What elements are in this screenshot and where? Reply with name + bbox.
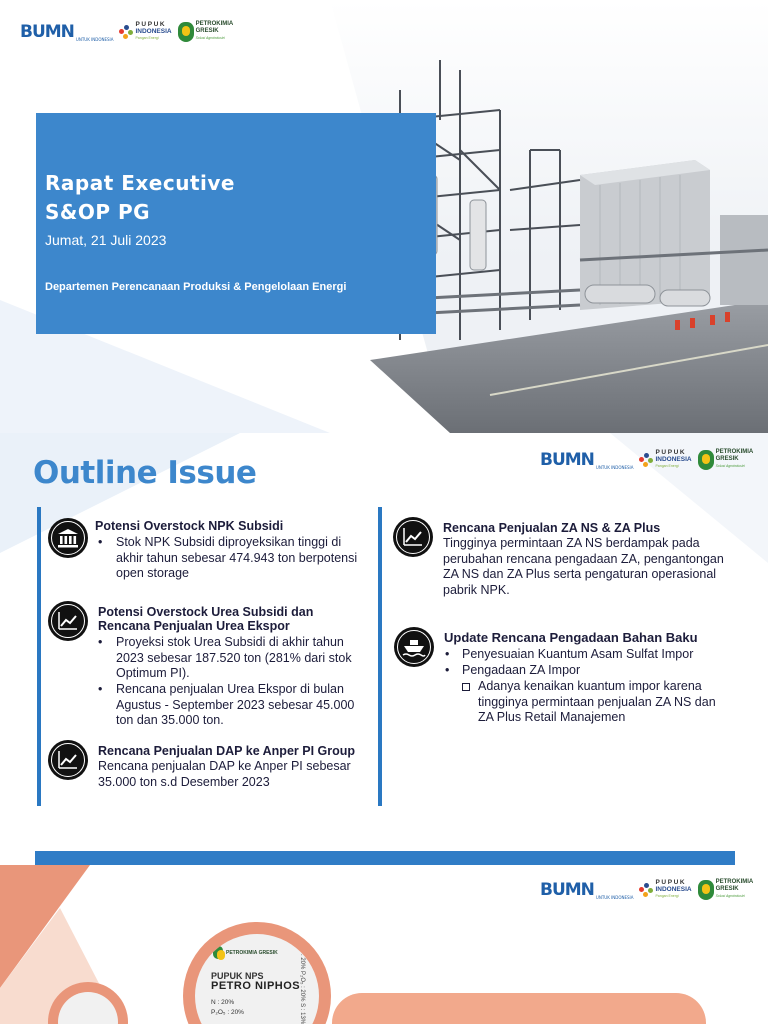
outline-slide bbox=[0, 433, 768, 838]
pupuk-logo-tag: Pangan Energi bbox=[135, 36, 159, 40]
bag-product-label: PUPUK NPS bbox=[211, 971, 264, 981]
issue-urea-title-line1: Potensi Overstock Urea Subsidi dan bbox=[98, 605, 314, 619]
bumn-logo-text: BUMN bbox=[540, 449, 594, 470]
pg-logo-name-2: GRESIK bbox=[195, 28, 219, 34]
bumn-logo-tag: UNTUK INDONESIA bbox=[595, 464, 634, 470]
product-bag-image bbox=[195, 934, 319, 1024]
checkbox-square-icon bbox=[462, 683, 470, 691]
pupuk-indonesia-logo bbox=[639, 449, 691, 470]
petrokimia-gresik-logo bbox=[698, 449, 754, 470]
cover-slide bbox=[0, 0, 768, 433]
cover-title-box bbox=[36, 113, 436, 334]
outline-logos bbox=[540, 449, 753, 470]
pupuk-logo-tag: Pangan Energi bbox=[655, 894, 679, 898]
pupuk-logo-top: PUPUK bbox=[655, 879, 687, 886]
pg-logo-name-1: PETROKIMIA bbox=[195, 21, 234, 27]
trend-chart-icon bbox=[48, 740, 88, 780]
issue-urea-title bbox=[98, 605, 313, 633]
pupuk-logo-bottom: INDONESIA bbox=[655, 456, 692, 463]
pupuk-indonesia-logo bbox=[639, 879, 691, 900]
pupuk-dots-icon bbox=[639, 883, 653, 897]
product-slide-header-bar bbox=[35, 851, 735, 865]
pupuk-logo-tag: Pangan Energi bbox=[655, 464, 679, 468]
pupuk-logo-top: PUPUK bbox=[135, 21, 167, 28]
pupuk-dots-icon bbox=[119, 25, 133, 39]
issue-bahan-baku-bullet-2: • Pengadaan ZA Impor bbox=[445, 663, 735, 679]
petrokimia-emblem-icon bbox=[698, 880, 714, 900]
bumn-logo bbox=[540, 880, 633, 900]
outline-title: Outline Issue bbox=[33, 455, 257, 491]
issue-bahan-baku-sub-bullet bbox=[462, 679, 732, 726]
issue-dap-text: Rencana penjualan DAP ke Anper PI sebesar 35.000 ton s.d Desember 2023 bbox=[98, 759, 351, 789]
issue-npk-bullet-text: Stok NPK Subsidi diproyeksikan tinggi di akhir tahun sebesar 474.943 ton berpotensi open storage bbox=[116, 535, 358, 580]
issue-bahan-baku-bullet-1: • Penyesuaian Kuantum Asam Sulfat Impor bbox=[445, 647, 735, 663]
pg-logo-tag: Solusi Agroindustri bbox=[715, 464, 745, 468]
petrokimia-gresik-logo bbox=[178, 21, 234, 42]
issue-urea-bullet-1-text: Proyeksi stok Urea Subsidi di akhir tahun 2023 sebesar 187.520 ton (281% dari stok Optimum PI). bbox=[116, 635, 352, 680]
pg-logo-name-1: PETROKIMIA bbox=[715, 449, 754, 455]
pg-logo-name-2: GRESIK bbox=[715, 886, 739, 892]
petrokimia-emblem-icon bbox=[178, 22, 194, 42]
cover-title-line1: Rapat Executive bbox=[45, 171, 235, 195]
issue-urea-title-line2: Rencana Penjualan Urea Ekspor bbox=[98, 619, 290, 633]
cover-department: Departemen Perencanaan Produksi & Pengelolaan Energi bbox=[45, 281, 347, 293]
issue-npk-title: Potensi Overstock NPK Subsidi bbox=[95, 519, 284, 533]
issue-npk-bullet: • Stok NPK Subsidi diproyeksikan tinggi di akhir tahun sebesar 474.943 ton berpotensi open storage bbox=[98, 535, 368, 582]
ship-icon bbox=[394, 627, 434, 667]
product-logos bbox=[540, 879, 753, 900]
bank-icon bbox=[48, 518, 88, 558]
bumn-logo-text: BUMN bbox=[20, 21, 74, 42]
issue-urea-bullet-2-text: Rencana penjualan Urea Ekspor di bulan Agustus - September 2023 sebesar 45.000 ton dan 35.000 ton. bbox=[116, 682, 355, 727]
bag-composition-n: N : 20% bbox=[211, 999, 235, 1006]
product-info-pill bbox=[332, 993, 706, 1024]
right-column-divider bbox=[378, 507, 382, 806]
bumn-logo-tag: UNTUK INDONESIA bbox=[595, 894, 634, 900]
issue-za-text: Tingginya permintaan ZA NS berdampak pada perubahan rencana pengadaan ZA, pengantongan ZA NS dan ZA Plus serta pengaturan operasional pabrik NPK. bbox=[443, 536, 724, 597]
bag-vertical-text: N : 20% P₂O₅ : 20% S : 13% bbox=[299, 948, 305, 1024]
bag-brand: PETROKIMIA GRESIK bbox=[226, 949, 278, 956]
cover-title-line2: S&OP PG bbox=[45, 200, 151, 224]
issue-dap-title: Rencana Penjualan DAP ke Anper PI Group bbox=[98, 744, 356, 758]
issue-za-title: Rencana Penjualan ZA NS & ZA Plus bbox=[443, 521, 661, 535]
pg-logo-name-1: PETROKIMIA bbox=[715, 879, 754, 885]
pupuk-logo-top: PUPUK bbox=[655, 449, 687, 456]
bumn-logo bbox=[20, 22, 113, 42]
petrokimia-gresik-logo bbox=[698, 879, 754, 900]
petrokimia-emblem-icon bbox=[698, 450, 714, 470]
pupuk-indonesia-logo bbox=[119, 21, 171, 42]
issue-urea-bullet-1: • Proyeksi stok Urea Subsidi di akhir tahun 2023 sebesar 187.520 ton (281% dari stok Optimum PI). bbox=[98, 635, 366, 682]
issue-bahan-baku-bullet-1-text: Penyesuaian Kuantum Asam Sulfat Impor bbox=[462, 647, 694, 661]
bag-product-name: PETRO NIPHOS bbox=[211, 980, 301, 992]
cover-date: Jumat, 21 Juli 2023 bbox=[45, 232, 167, 248]
issue-urea-bullet-2: • Rencana penjualan Urea Ekspor di bulan Agustus - September 2023 sebesar 45.000 ton dan 35.000 ton. bbox=[98, 682, 366, 729]
pupuk-dots-icon bbox=[639, 453, 653, 467]
issue-bahan-baku-sub-bullet-text: Adanya kenaikan kuantum impor karena tingginya permintaan penjualan ZA NS dan ZA Plus Retail Manajemen bbox=[478, 679, 716, 724]
issue-bahan-baku-title: Update Rencana Pengadaan Bahan Baku bbox=[444, 630, 698, 645]
left-column-divider bbox=[37, 507, 41, 806]
pupuk-logo-bottom: INDONESIA bbox=[655, 886, 692, 893]
bag-logo bbox=[213, 946, 278, 959]
bumn-logo-tag: UNTUK INDONESIA bbox=[75, 36, 114, 42]
bumn-logo bbox=[540, 450, 633, 470]
bag-composition-p: P₂O₅ : 20% bbox=[211, 1009, 244, 1016]
product-slide bbox=[0, 838, 768, 1024]
pg-logo-tag: Solusi Agroindustri bbox=[715, 894, 745, 898]
cover-logos bbox=[20, 21, 233, 42]
bag-composition bbox=[211, 998, 244, 1018]
bag-emblem-icon bbox=[213, 946, 223, 959]
pupuk-logo-bottom: INDONESIA bbox=[135, 28, 172, 35]
trend-chart-icon bbox=[48, 601, 88, 641]
cover-title bbox=[45, 169, 235, 227]
issue-bahan-baku-bullet-2-text: Pengadaan ZA Impor bbox=[462, 663, 581, 677]
trend-chart-icon bbox=[393, 517, 433, 557]
pg-logo-name-2: GRESIK bbox=[715, 456, 739, 462]
pg-logo-tag: Solusi Agroindustri bbox=[195, 36, 225, 40]
bumn-logo-text: BUMN bbox=[540, 879, 594, 900]
